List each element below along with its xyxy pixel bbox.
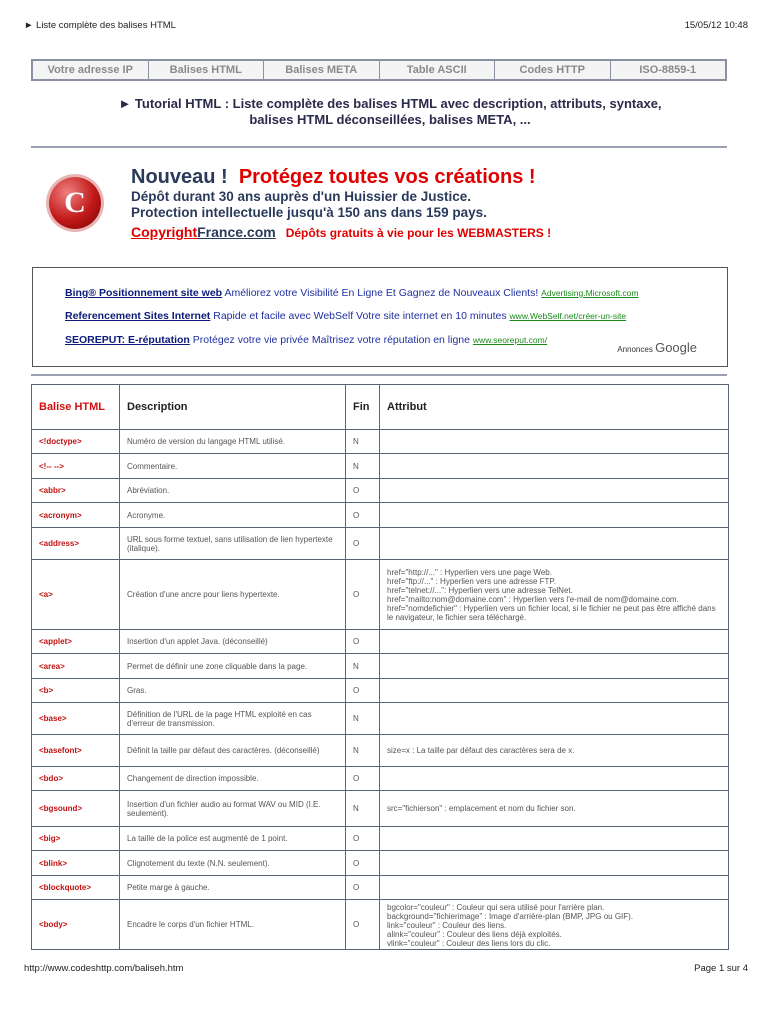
cell-attribut [380, 430, 729, 454]
attribut-line: alink="couleur" : Couleur des liens déjà exploités. [387, 929, 562, 939]
cell-description: Encadre le corps d'un fichier HTML. [120, 900, 346, 950]
cell-attribut [380, 703, 729, 735]
cell-fin: O [346, 528, 380, 560]
table-row [32, 679, 729, 703]
cell-attribut [380, 767, 729, 791]
cell-fin: N [346, 703, 380, 735]
divider [31, 374, 727, 376]
cell-attribut [380, 528, 729, 560]
ad-item[interactable] [65, 310, 626, 322]
attribut-line: href="nomdefichier" : Hyperlien vers un fichier local, si le fichier ne peut pas être affiché dans le navigateur, le fichier sera téléchargé. [387, 603, 716, 622]
divider [31, 146, 727, 148]
cell-description: Définition de l'URL de la page HTML exploité en cas d'erreur de transmission. [120, 703, 346, 735]
cell-fin: O [346, 479, 380, 503]
ad-url[interactable]: www.WebSelf.net/créer-un-site [509, 311, 627, 321]
cell-attribut [380, 876, 729, 900]
cell-attribut [380, 679, 729, 703]
attribut-line: bgcolor="couleur" : Couleur qui sera utilisé pour l'arrière plan. [387, 902, 605, 912]
ad-title[interactable]: Referencement Sites Internet [65, 310, 211, 322]
cell-description: Définit la taille par défaut des caractères. (déconseillé) [120, 735, 346, 767]
cell-attribut [380, 654, 729, 679]
cell-tag: <bgsound> [32, 791, 120, 827]
cell-fin: O [346, 503, 380, 528]
cell-tag: <abbr> [32, 479, 120, 503]
cell-fin: O [346, 851, 380, 876]
top-nav [31, 59, 727, 81]
cell-attribut [380, 560, 729, 630]
cell-fin: N [346, 791, 380, 827]
promo-headline: Protégez toutes vos créations ! [238, 166, 536, 188]
cell-attribut [380, 791, 729, 827]
attribut-line: href="ftp://..." : Hyperlien vers une adresse FTP. [387, 576, 556, 586]
promo-line-3: Protection intellectuelle jusqu'à 150 ans dans 159 pays. [131, 205, 487, 220]
cell-description: Petite marge à gauche. [120, 876, 346, 900]
table-row [32, 851, 729, 876]
promo-tagline: Dépôts gratuits à vie pour les WEBMASTERS ! [285, 226, 552, 240]
copyright-seal-icon[interactable]: C [49, 177, 101, 229]
cell-attribut [380, 454, 729, 479]
col-header-attribut: Attribut [380, 385, 729, 430]
cell-fin: O [346, 827, 380, 851]
print-page: Page 1 sur 4 [694, 963, 748, 974]
attribut-line: size=x : La taille par défaut des caractères sera de x. [387, 746, 575, 755]
cell-tag: <bdo> [32, 767, 120, 791]
attribut-line: src="fichierson" : emplacement et nom du fichier son. [387, 804, 576, 813]
nav-balises-html[interactable]: Balises HTML [148, 61, 264, 79]
cell-description: URL sous forme textuel, sans utilisation de lien hypertexte (italique). [120, 528, 346, 560]
cell-attribut [380, 827, 729, 851]
ad-desc: Protégez votre vie privée Maîtrisez votre réputation en ligne [192, 334, 470, 346]
cell-fin: O [346, 630, 380, 654]
table-row [32, 528, 729, 560]
table-row [32, 767, 729, 791]
ad-url[interactable]: www.seoreput.com/ [472, 335, 548, 345]
col-header-description: Description [120, 385, 346, 430]
ads-by-google[interactable] [617, 340, 697, 355]
cell-tag: <area> [32, 654, 120, 679]
promo-brand-a[interactable]: Copyright [131, 224, 198, 240]
nav-ip[interactable]: Votre adresse IP [47, 64, 133, 76]
promo-nouveau: Nouveau ! [131, 166, 228, 188]
cell-tag: <a> [32, 560, 120, 630]
cell-description: Insertion d'un applet Java. (déconseillé) [120, 630, 346, 654]
print-datetime: 15/05/12 10:48 [684, 20, 748, 31]
cell-description: Abréviation. [120, 479, 346, 503]
cell-fin: N [346, 735, 380, 767]
cell-attribut [380, 630, 729, 654]
ad-desc: Rapide et facile avec WebSelf Votre site internet en 10 minutes [213, 310, 507, 322]
print-header [24, 20, 748, 31]
print-title: ► Liste complète des balises HTML [24, 20, 176, 31]
cell-attribut [380, 735, 729, 767]
table-row [32, 560, 729, 630]
cell-description: Gras. [120, 679, 346, 703]
cell-fin: N [346, 654, 380, 679]
cell-description: Insertion d'un fichier audio au format WAV ou MID (I.E. seulement). [120, 791, 346, 827]
cell-attribut [380, 503, 729, 528]
tags-table [31, 384, 729, 950]
nav-iso-8859-1[interactable]: ISO-8859-1 [610, 61, 726, 79]
cell-tag: <address> [32, 528, 120, 560]
cell-tag: <body> [32, 900, 120, 950]
cell-tag: <big> [32, 827, 120, 851]
table-row [32, 827, 729, 851]
attribut-line: href="mailto:nom@domaine.com" : Hyperlien vers l'e-mail de nom@domaine.com. [387, 594, 679, 604]
cell-tag: <!doctype> [32, 430, 120, 454]
cell-tag: <acronym> [32, 503, 120, 528]
table-row [32, 876, 729, 900]
cell-fin: O [346, 876, 380, 900]
table-row [32, 454, 729, 479]
cell-tag: <base> [32, 703, 120, 735]
cell-description: Commentaire. [120, 454, 346, 479]
ad-item[interactable] [65, 334, 547, 346]
promo-brand-b[interactable]: France.com [197, 224, 276, 240]
table-row [32, 791, 729, 827]
promo-line-2: Dépôt durant 30 ans auprès d'un Huissier de Justice. [131, 189, 472, 204]
nav-codes-http[interactable]: Codes HTTP [494, 61, 610, 79]
table-row [32, 430, 729, 454]
cell-description: Création d'une ancre pour liens hypertexte. [120, 560, 346, 630]
ad-url[interactable]: Advertising.Microsoft.com [541, 288, 639, 298]
cell-tag: <applet> [32, 630, 120, 654]
cell-description: Changement de direction impossible. [120, 767, 346, 791]
col-header-tag: Balise HTML [32, 385, 120, 430]
table-row [32, 479, 729, 503]
col-header-fin: Fin [346, 385, 380, 430]
ads-box [32, 267, 728, 367]
attribut-line: link="couleur" : Couleur des liens. [387, 920, 507, 930]
ad-desc: Améliorez votre Visibilité En Ligne Et Gagnez de Nouveaux Clients! [224, 287, 539, 299]
cell-attribut [380, 900, 729, 950]
nav-balises-meta[interactable]: Balises META [263, 61, 379, 79]
ad-title[interactable]: SEOREPUT: E-réputation [65, 334, 190, 346]
cell-attribut [380, 479, 729, 503]
table-row [32, 654, 729, 679]
table-row [32, 735, 729, 767]
cell-fin: O [346, 560, 380, 630]
attribut-line: background="fichierimage" : Image d'arrière-plan (BMP, JPG ou GIF). [387, 911, 634, 921]
table-header-row [32, 385, 729, 430]
cell-fin: O [346, 900, 380, 950]
cell-tag: <blink> [32, 851, 120, 876]
ad-item[interactable] [65, 287, 638, 299]
cell-attribut [380, 851, 729, 876]
cell-description: Numéro de version du langage HTML utilisé. [120, 430, 346, 454]
tutorial-heading [80, 96, 700, 128]
cell-description: Clignotement du texte (N.N. seulement). [120, 851, 346, 876]
promo-banner[interactable] [131, 166, 731, 240]
tutorial-line-2: balises HTML déconseillées, balises META, ... [249, 112, 531, 127]
cell-tag: <basefont> [32, 735, 120, 767]
cell-description: Permet de définir une zone cliquable dans la page. [120, 654, 346, 679]
cell-fin: O [346, 679, 380, 703]
cell-fin: N [346, 430, 380, 454]
cell-fin: N [346, 454, 380, 479]
tutorial-line-1: ► Tutorial HTML : Liste complète des balises HTML avec description, attributs, syntaxe, [118, 96, 662, 111]
cell-tag: <blockquote> [32, 876, 120, 900]
google-logo: Google [655, 340, 697, 355]
table-row [32, 630, 729, 654]
nav-table-ascii[interactable]: Table ASCII [379, 61, 495, 79]
table-row [32, 503, 729, 528]
table-row [32, 703, 729, 735]
print-footer [24, 963, 748, 974]
cell-tag: <b> [32, 679, 120, 703]
attribut-line: vlink="couleur" : Couleur des liens lors du clic. [387, 938, 551, 947]
ad-title[interactable]: Bing® Positionnement site web [65, 287, 223, 299]
table-row [32, 900, 729, 950]
print-url: http://www.codeshttp.com/baliseh.htm [24, 963, 184, 974]
cell-tag: <!-- --> [32, 454, 120, 479]
cell-fin: O [346, 767, 380, 791]
cell-description: La taille de la police est augmenté de 1 point. [120, 827, 346, 851]
cell-description: Acronyme. [120, 503, 346, 528]
attribut-line: href="telnet://...": Hyperlien vers une adresse TelNet. [387, 585, 573, 595]
attribut-line: href="http://..." : Hyperlien vers une page Web. [387, 567, 552, 577]
ads-label-prefix: Annonces [617, 345, 653, 354]
